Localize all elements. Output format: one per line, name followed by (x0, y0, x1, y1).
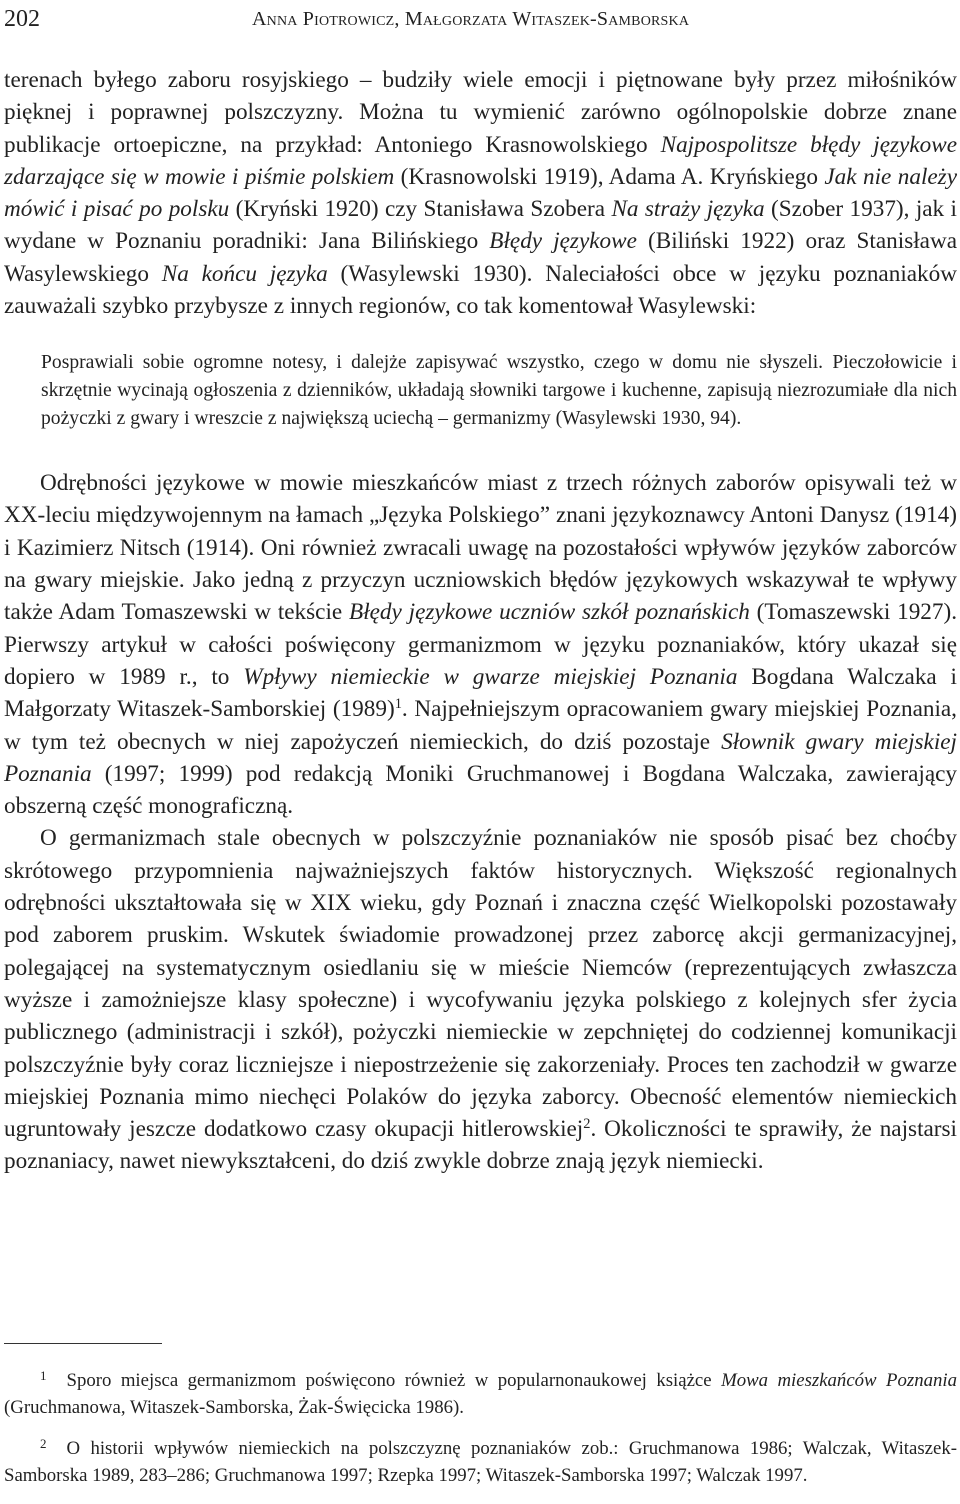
book-title: Błędy językowe (489, 228, 637, 255)
footnote-divider (4, 1343, 162, 1344)
paragraph-3: O germanizmach stale obecnych w polszczyźnie poznaniaków nie sposób pisać bez choćby skrótowego przypomnienia najważniejszych faktów historycznych. Większość regionalnych odrębności ukształtowała się w XIX wieku, gdy Poznań i znaczna część Wielkopolski pozostawały pod zaborem pruskim. Wskutek świadomie prowadzonej przez zaborcę akcji germanizacyjnej, polegającej na systematycznym osiedlaniu się w mieście Niemców (reprezentujących zwłaszcza wyższe i zamożniejsze klasy społeczne) i wycofywaniu języka polskiego z kolejnych sfer życia publicznego (administracji i szkół), pożyczki niemieckie w zepchniętej do codziennej komunikacji polszczyźnie były coraz liczniejsze i niepostrzeżenie się zakorzeniały. Proces ten zachodził w gwarze miejskiej Poznania mimo niechęci Polaków do języka zaborcy. Obecność elementów niemieckich ugruntowały jeszcze dodatkowo czasy okupacji hitlerowskiej$^2$. Okoliczności te sprawiły, że najstarsi poznaniacy, nawet niewykształceni, do dziś zwykle dobrze znają język niemiecki. (4, 825, 957, 1175)
paragraph-2: Odrębności językowe w mowie mieszkańców miast z trzech różnych zaborów opisywali też w XX-leciu międzywojennym na łamach „Języka Polskiego” znani językoznawcy Antoni Danysz (1914) i Kazimierz Nitsch (1914). Oni również zwracali uwagę na pozostałości wpływów języków zaborców na gwary miejskie. Jako jedną z przyczyn uczniowskich błędów językowych wskazywał te wpływy także Adam Tomaszewski w tekście Błędy językowe uczniów szkół poznańskich (Tomaszewski 1927). Pierwszy artykuł w całości poświęcony germanizmom w języku poznaniaków, który ukazał się dopiero w 1989 r., to Wpływy niemieckie w gwarze miejskiej Poznania Bogdana Walczaka i Małgorzaty Witaszek-Samborskiej $(1989)^1$. Najpełniejszym opracowaniem gwary miejskiej Poznania, w tym też obecnych w niej zapożyczeń niemieckich, do dziś pozostaje Słownik gwary miejskiej Poznania (1997; 1999) pod redakcją Moniki Gruchmanowej i Bogdana Walczaka, zawierający obszerną część monograficzną. (4, 470, 957, 820)
article-title: Błędy językowe uczniów szkół poznańskich (349, 599, 750, 626)
book-title: Na straży języka (611, 196, 765, 223)
footnote-marker: 1 (40, 1368, 47, 1384)
article-title: Wpływy niemieckie w gwarze miejskiej Poznania (243, 663, 738, 690)
book-title: Jak nie należy mówić i pisać po polsku (4, 163, 957, 223)
footnote-2: $^2$ O historii wpływów niemieckich na polszczyznę poznaniaków zob.: Gruchmanowa 1986; Walczak, Witaszek-Samborska 1989, 283–286; Gruchmanowa 1997; Rzepka 1997; Witaszek-Samborska 1997; Walczak 1997. (4, 1436, 957, 1486)
footnote-1: $^1$ Sporo miejsca germanizmom poświęcono również w popularnonaukowej książce Mowa mieszkańców Poznania (Gruchmanowa, Witaszek-Samborska, Żak-Święcicka 1986). (4, 1368, 957, 1418)
paragraph-1: terenach byłego zaboru rosyjskiego – budziły wiele emocji i piętnowane były przez miłośników pięknej i poprawnej polszczyzny. Można tu wymienić zarówno ogólnopolskie dobrze znane publikacje ortoepiczne, na przykład: Antoniego Krasnowolskiego Najpospolitsze błędy językowe zdarzające się w mowie i piśmie polskiem (Krasnowolski 1919), Adama A. Kryńskiego Jak nie należy mówić i pisać po polsku (Kryński 1920) czy Stanisława Szobera Na straży języka (Szober 1937), jak i wydane w Poznaniu poradniki: Jana Bilińskiego Błędy językowe (Biliński 1922) oraz Stanisława Wasylewskiego Na końcu języka (Wasylewski 1930). Naleciałości obce w języku poznaniaków zauważali szybko przybysze z innych regionów, co tak komentował Wasylewski: (4, 67, 957, 320)
book-title: Mowa mieszkańców Poznania (721, 1370, 957, 1391)
book-title: Na końcu języka (161, 260, 328, 287)
book-title: Najpospolitsze błędy językowe zdarzające się w mowie i piśmie polskiem (4, 131, 957, 190)
running-header-authors: Anna Piotrowicz, Małgorzata Witaszek-Samborska (252, 8, 690, 30)
footnote-ref-1[interactable]: 1 (394, 696, 402, 713)
footnote-ref-2[interactable]: 2 (583, 1116, 591, 1133)
block-quote: Posprawiali sobie ogromne notesy, i dalejże zapisywać wszystko, czego w domu nie słyszeli. Pieczołowicie i skrzętnie wycinają ogłoszenia z dzienników, układają słowniki targowe i kuchenne, zapisują niezrozumiałe dla nich pożyczki z gwary i wreszcie z największą uciechą – germanizmy (Wasylewski 1930, 94). (41, 352, 957, 429)
footnotes (4, 1343, 957, 1504)
running-header (4, 0, 957, 34)
main-text (4, 64, 957, 1178)
page-number: 202 (4, 6, 40, 32)
book-title: Słownik gwary miejskiej Poznania (4, 728, 957, 787)
footnote-marker: 2 (40, 1436, 47, 1452)
